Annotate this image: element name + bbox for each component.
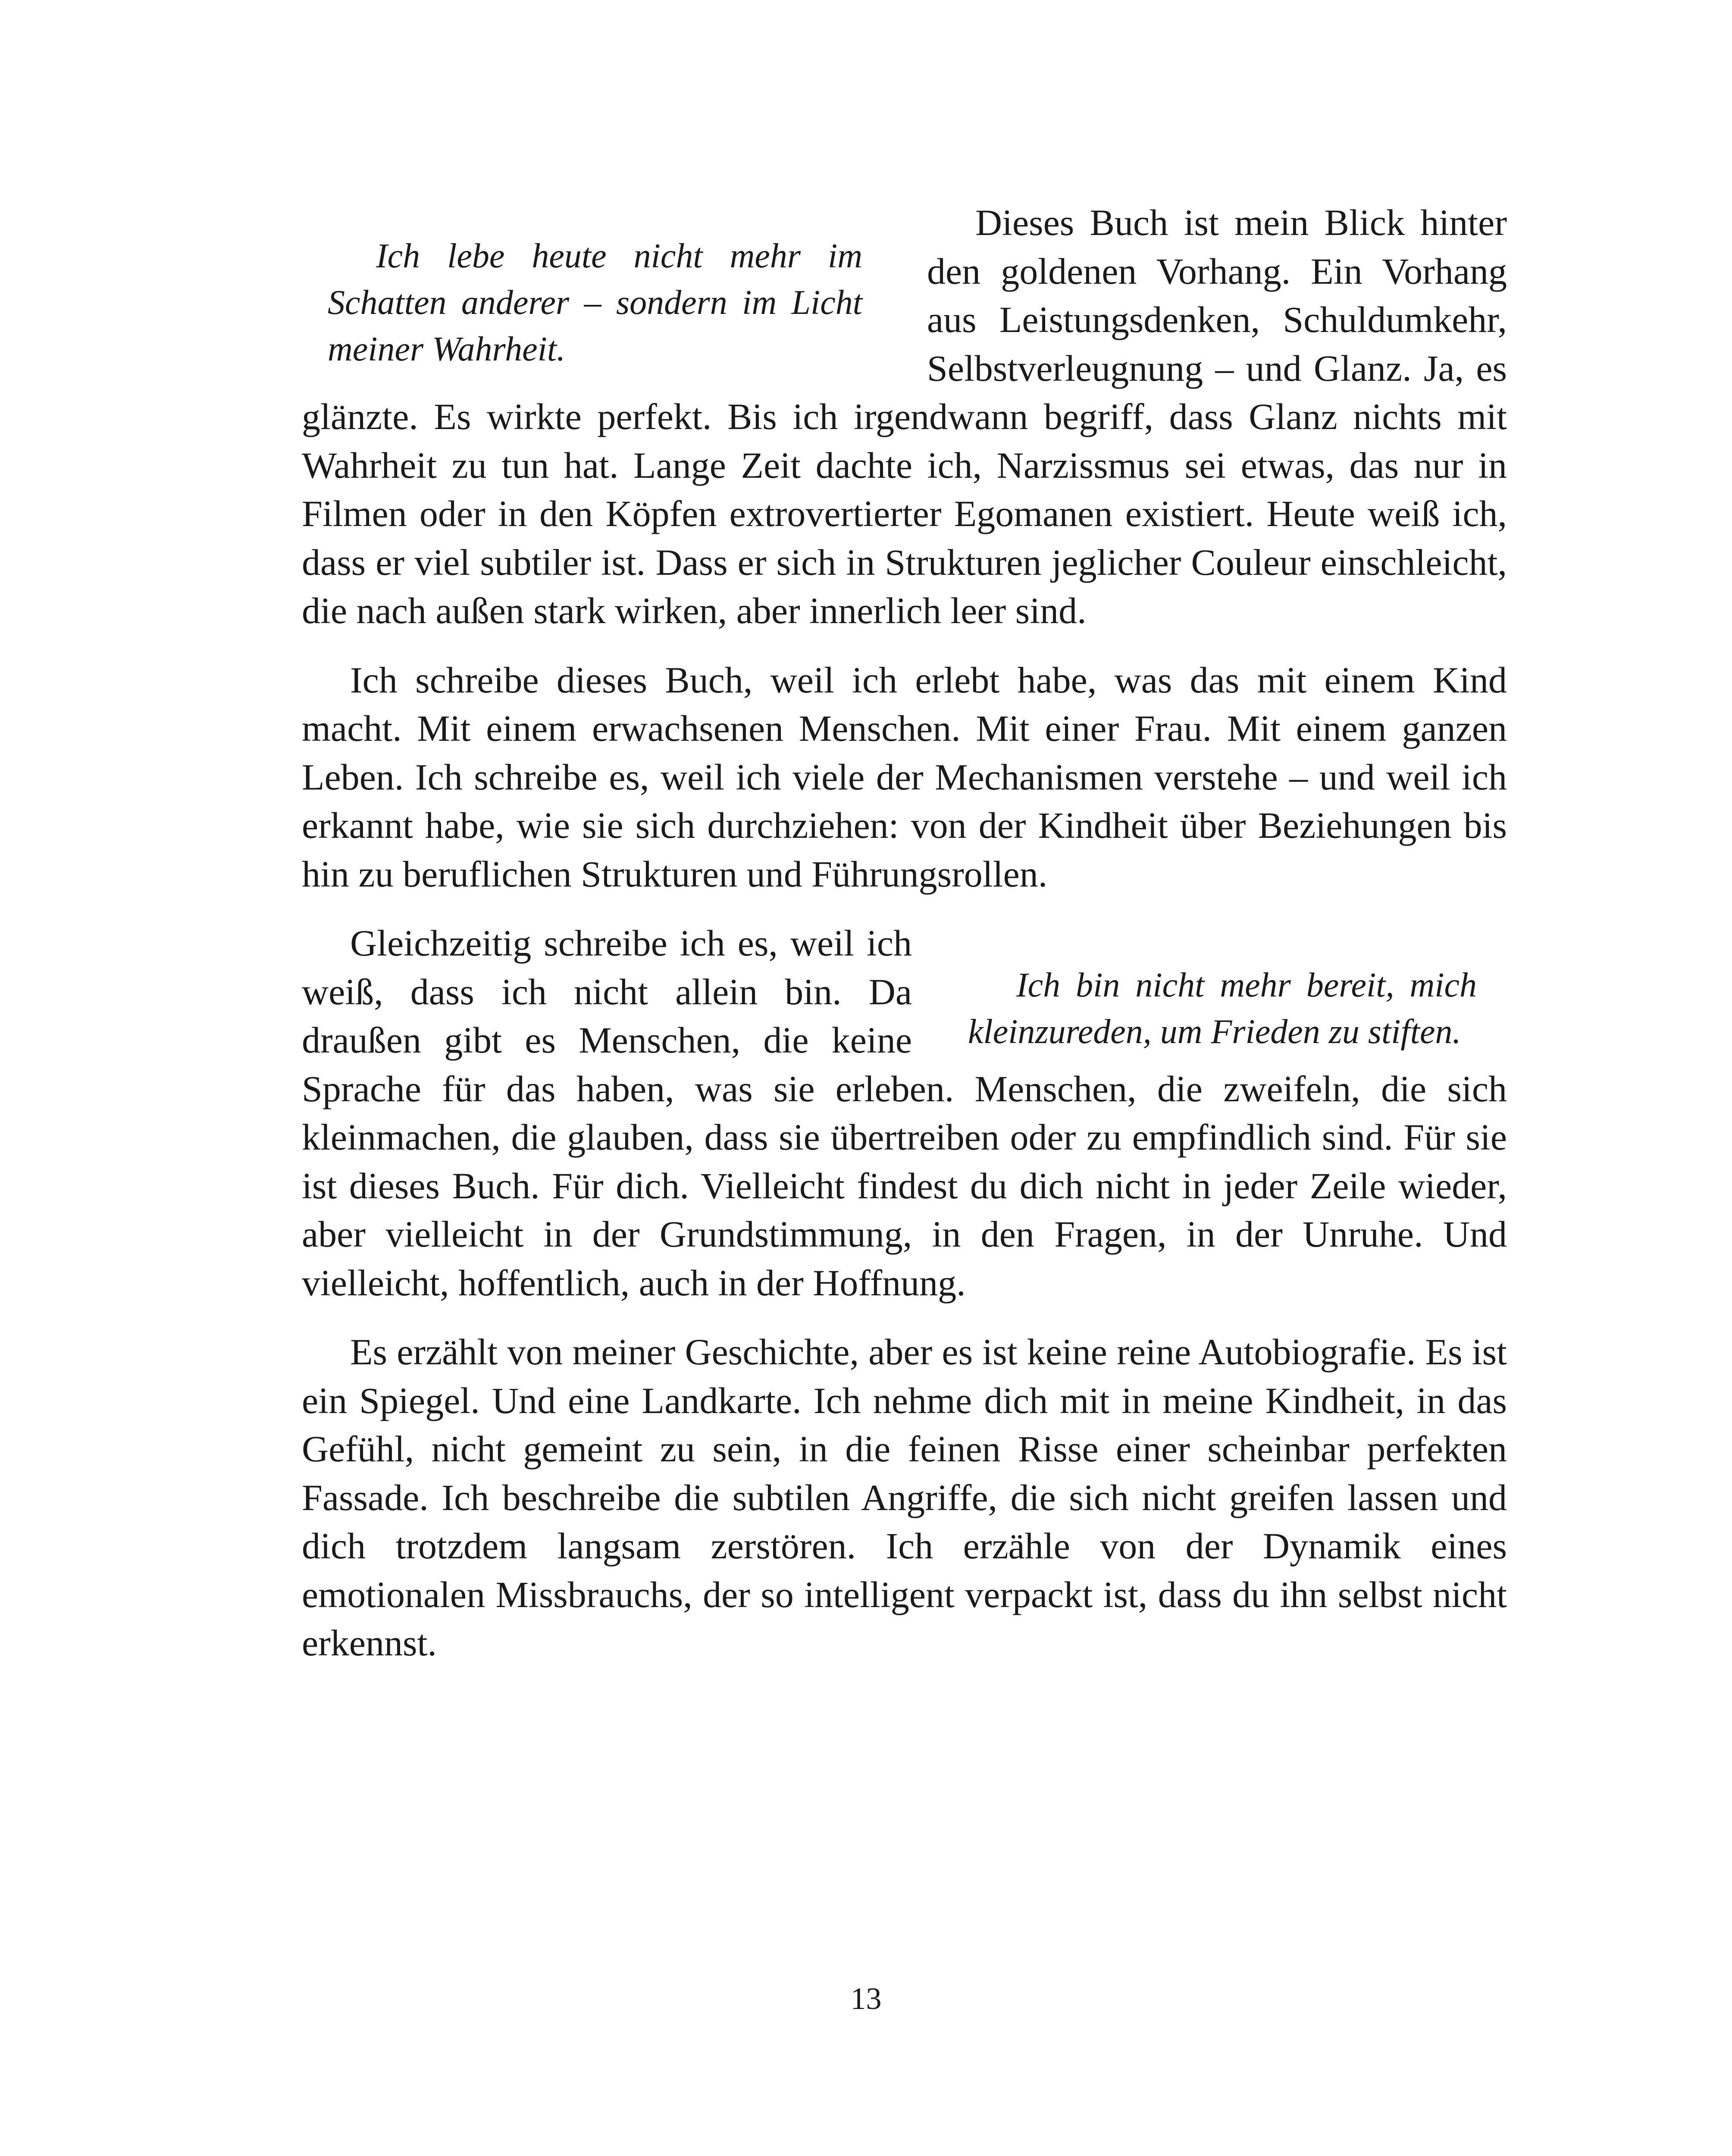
paragraph-3: Gleichzeitig schreibe ich es, weil ich weiß, dass ich nicht allein bin. Da draußen gibt es Menschen, die keine Sprache für das haben, was sie erleben. Menschen, die zweifeln, die sich kleinmachen, die glauben, dass sie übertreiben oder zu empfindlich sind. Für sie ist dieses Buch. Für dich. Vielleicht findest du dich nicht in jeder Zeile wieder, aber vielleicht in der Grundstimmung, in den Fragen, in der Unruhe. Und vielleicht, hoffentlich, auch in der Hoffnung. (302, 922, 1507, 1304)
page-body (302, 198, 1507, 1688)
pull-quote-first: Ich lebe heute nicht mehr im Schatten anderer – sondern im Licht meiner Wahrheit. (328, 237, 862, 368)
paragraph-1: Dieses Buch ist mein Blick hinter den goldenen Vorhang. Ein Vorhang aus Leistungsdenken, Schuldumkehr, Selbstverleugnung – und Glanz. Ja, es glänzte. Es wirkte perfekt. Bis ich irgendwann begriff, dass Glanz nichts mit Wahrheit zu tun hat. Lange Zeit dachte ich, Narzissmus sei etwas, das nur in Filmen oder in den Köpfen extrovertierter Egomanen existiert. Heute weiß ich, dass er viel subtiler ist. Dass er sich in Strukturen jeglicher Couleur einschleicht, die nach außen stark wirken, aber innerlich leer sind. (302, 202, 1507, 631)
pull-quote-second: Ich bin nicht mehr bereit, mich kleinzureden, um Frieden zu stiften. (968, 966, 1477, 1051)
paragraph-4: Es erzählt von meiner Geschichte, aber es ist keine reine Autobiografie. Es ist ein Spiegel. Und eine Landkarte. Ich nehme dich mit in meine Kindheit, in das Gefühl, nicht gemeint zu sein, in die feinen Risse einer scheinbar perfekten Fassade. Ich beschreibe die subtilen Angriffe, die sich nicht greifen lassen und dich trotzdem langsam zerstören. Ich erzähle von der Dynamik eines emotionalen Missbrauchs, der so intelligent verpackt ist, dass du ihn selbst nicht erkennst. (302, 1331, 1507, 1664)
page-number: 13 (850, 1981, 882, 2016)
paragraph-2: Ich schreibe dieses Buch, weil ich erlebt habe, was das mit einem Kind macht. Mit einem erwachsenen Menschen. Mit einer Frau. Mit einem ganzen Leben. Ich schreibe es, weil ich viele der Mechanismen verstehe – und weil ich erkannt habe, wie sie sich durchziehen: von der Kindheit über Beziehungen bis hin zu beruflichen Strukturen und Führungsrollen. (302, 659, 1507, 895)
